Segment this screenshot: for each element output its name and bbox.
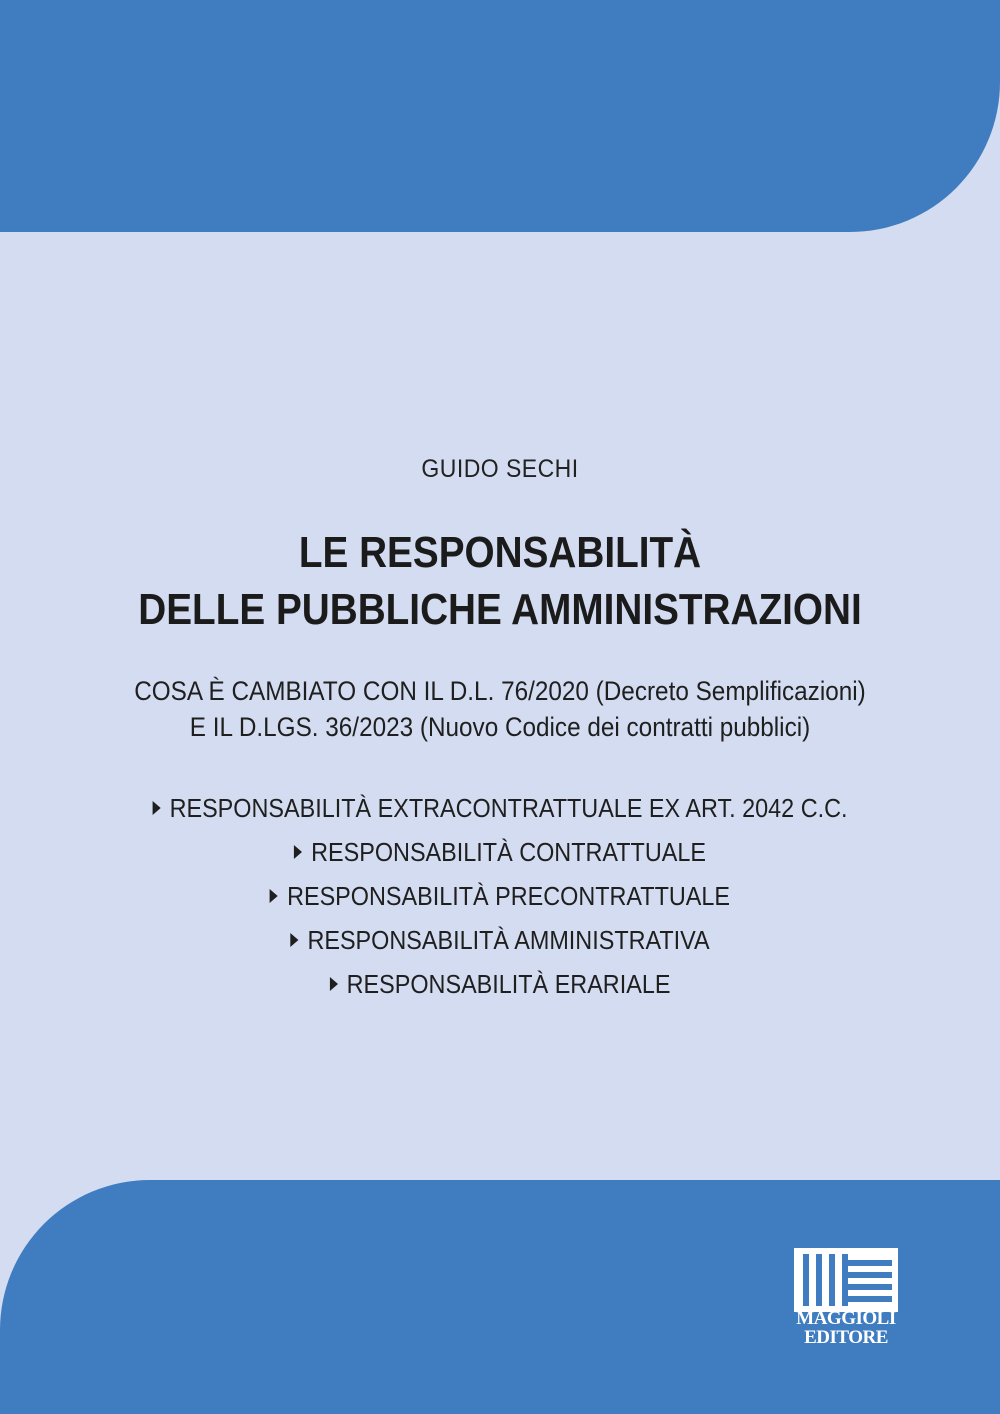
topics-list bbox=[50, 788, 950, 1008]
topic-label: RESPONSABILITÀ PRECONTRATTUALE bbox=[287, 881, 731, 911]
triangle-bullet-icon bbox=[290, 933, 298, 947]
topic-label: RESPONSABILITÀ AMMINISTRATIVA bbox=[307, 925, 710, 955]
top-color-band bbox=[0, 0, 1000, 232]
title-line-1: LE RESPONSABILITÀ bbox=[298, 528, 702, 577]
book-title bbox=[60, 524, 940, 638]
maggioli-logo-icon bbox=[794, 1248, 898, 1312]
topic-label: RESPONSABILITÀ ERARIALE bbox=[346, 969, 671, 999]
topic-item bbox=[50, 788, 950, 832]
topic-item bbox=[50, 920, 950, 964]
triangle-bullet-icon bbox=[294, 845, 302, 859]
topic-item bbox=[50, 876, 950, 920]
topic-label: RESPONSABILITÀ CONTRATTUALE bbox=[311, 837, 706, 867]
publisher-line-1: MAGGIOLI bbox=[796, 1308, 896, 1329]
publisher-logo bbox=[781, 1248, 911, 1348]
topic-item bbox=[50, 832, 950, 876]
publisher-name bbox=[781, 1309, 911, 1347]
subtitle-line-1: COSA È CAMBIATO CON IL D.L. 76/2020 (Decreto Semplificazioni) bbox=[134, 676, 866, 706]
topic-item bbox=[50, 964, 950, 1008]
triangle-bullet-icon bbox=[152, 801, 160, 815]
topic-label: RESPONSABILITÀ EXTRACONTRATTUALE EX ART. 2042 C.C. bbox=[169, 793, 848, 823]
triangle-bullet-icon bbox=[330, 977, 338, 991]
title-line-2: DELLE PUBBLICHE AMMINISTRAZIONI bbox=[138, 585, 862, 634]
triangle-bullet-icon bbox=[270, 889, 278, 903]
subtitle-line-2: E IL D.LGS. 36/2023 (Nuovo Codice dei contratti pubblici) bbox=[189, 712, 811, 742]
book-subtitle bbox=[50, 673, 950, 745]
author-name: GUIDO SECHI bbox=[421, 455, 579, 483]
publisher-line-2: EDITORE bbox=[804, 1327, 888, 1348]
